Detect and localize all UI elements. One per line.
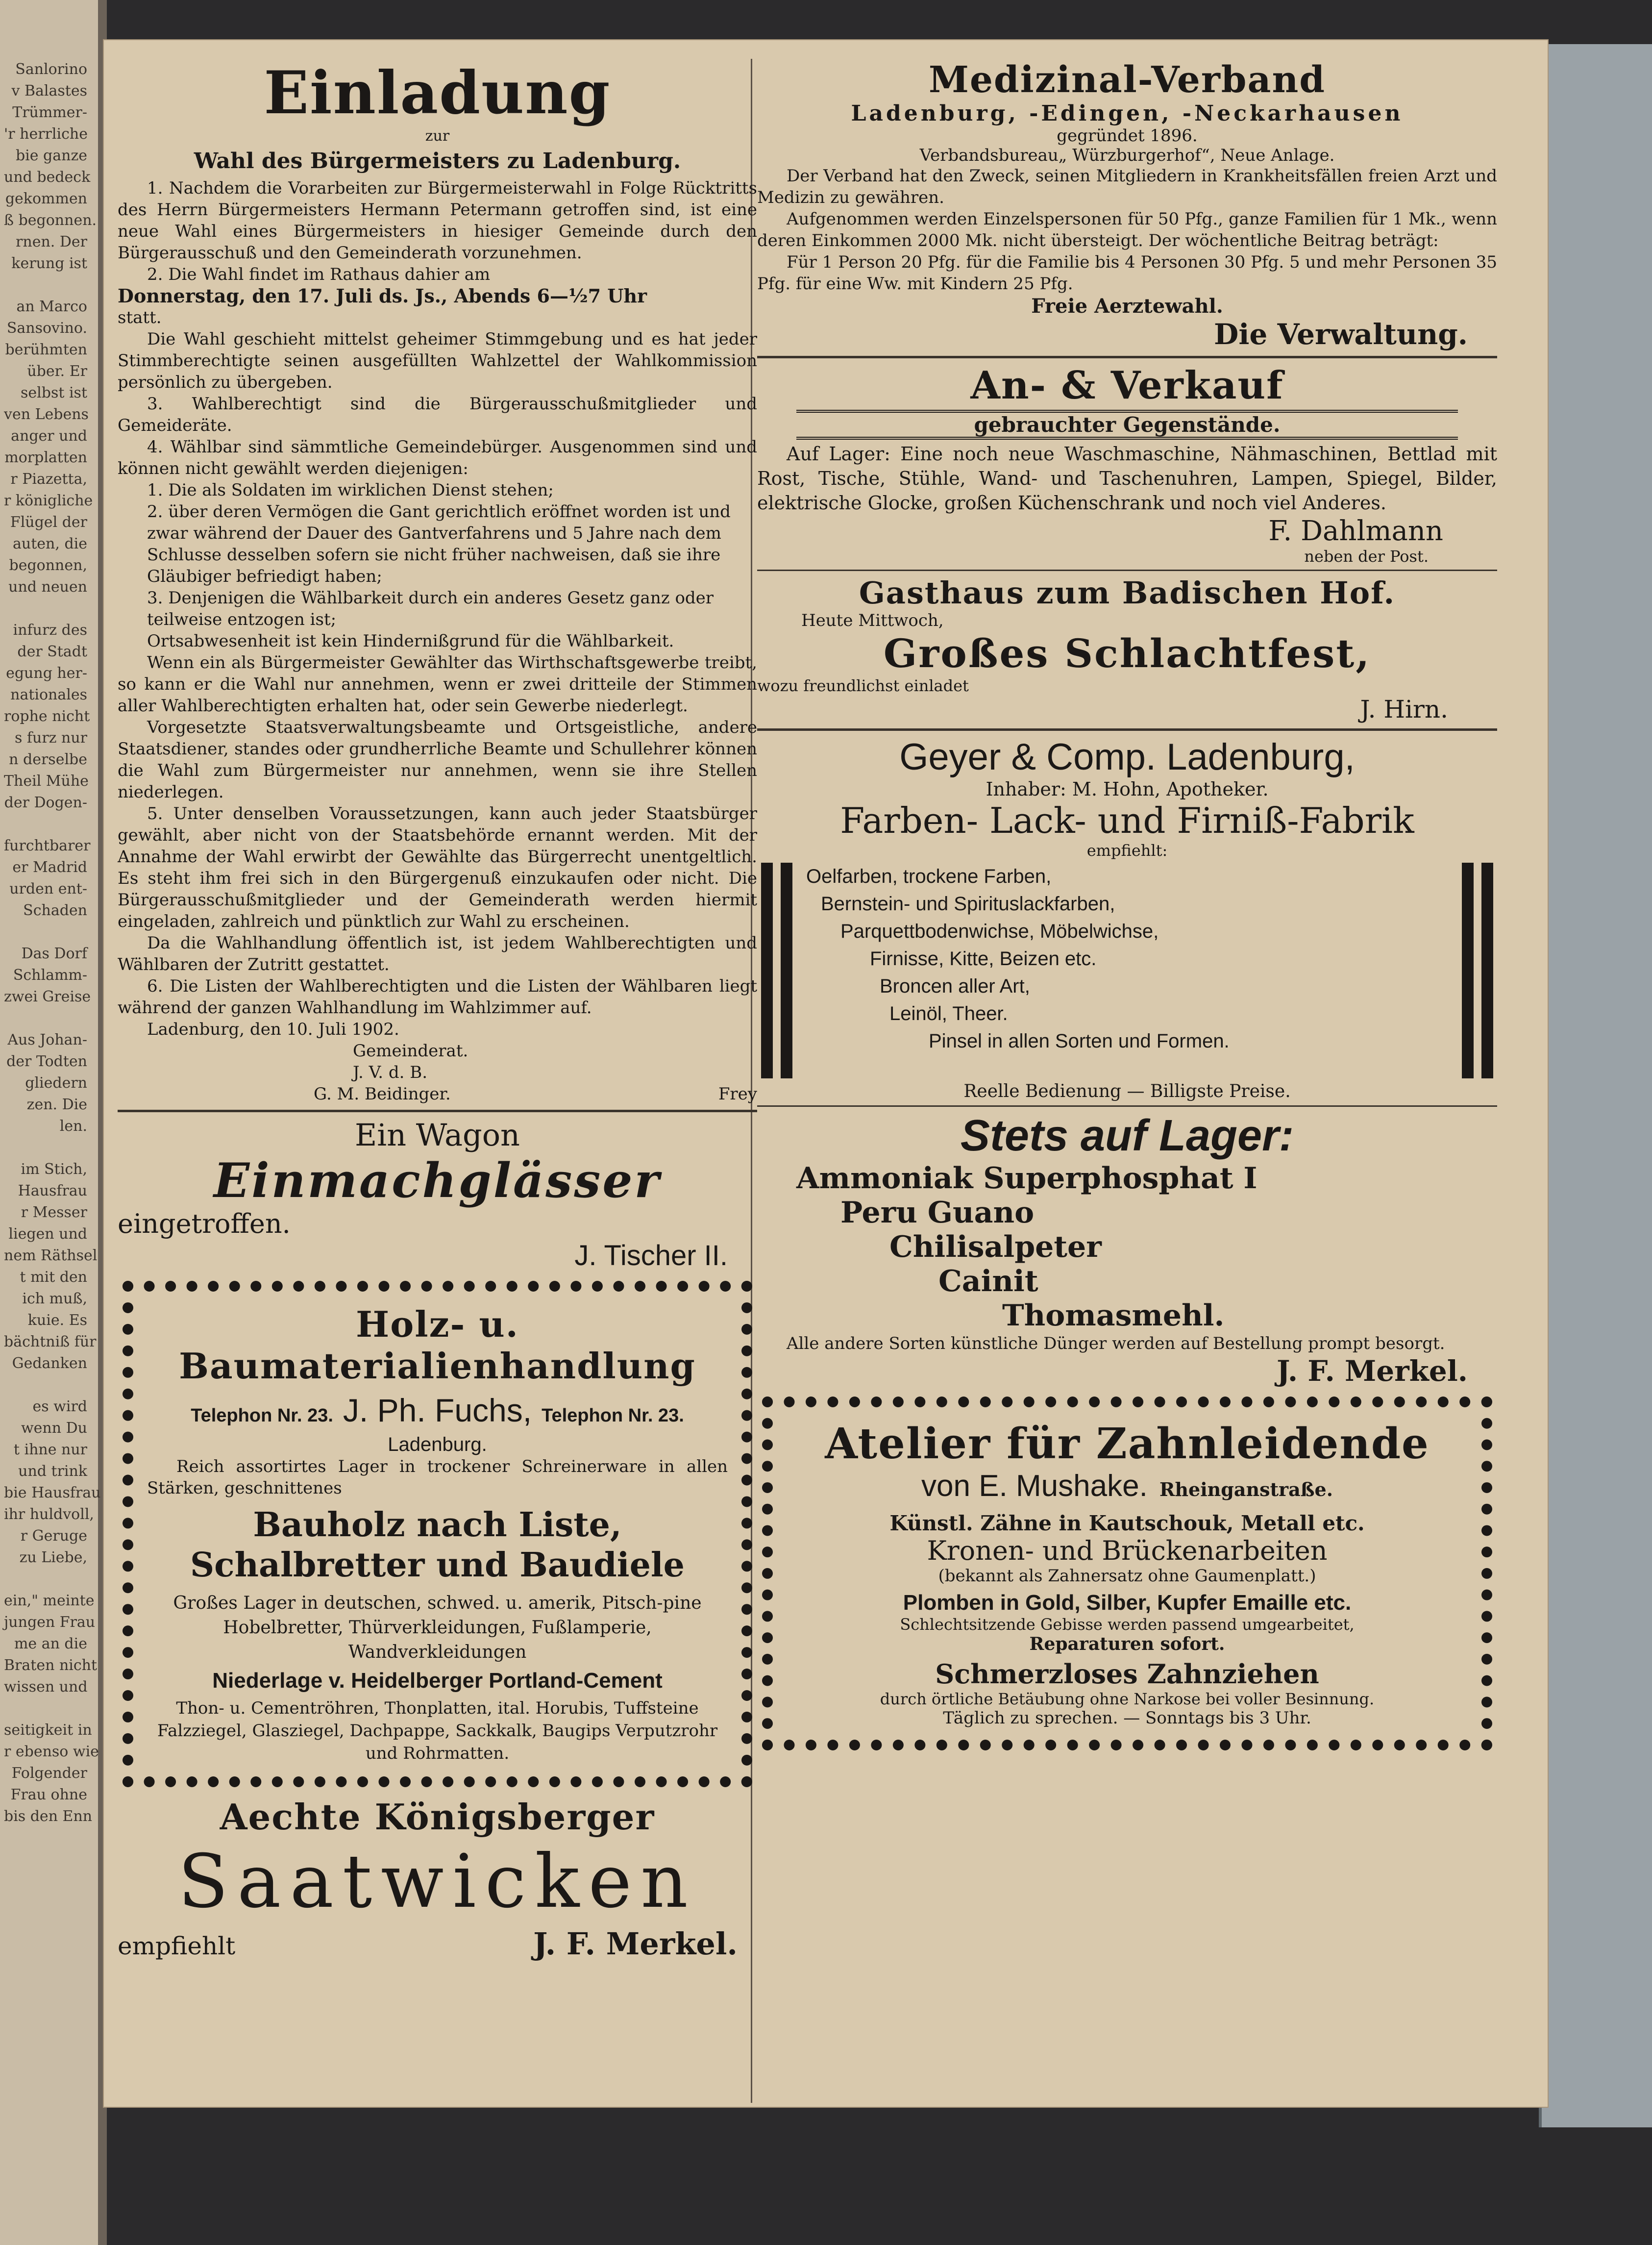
einladung-signature-2: J. V. d. B. <box>353 1063 428 1082</box>
ankauf-ad <box>757 363 1497 566</box>
geyer-ad <box>757 736 1497 1101</box>
einladung-paragraph-8: Vorgesetzte Staatsverwaltungsbeamte und Ortsgeistliche, andere Staatsdiener, standes oder grundherrliche Beamte und Schullehrer können die Wahl zum Bürgermeister nur annehmen, wenn sie ihre Stellen niederlegen. <box>118 718 757 802</box>
saat-line-1: Aechte Königsberger <box>220 1796 655 1838</box>
geyer-sub: Farben- Lack- und Firniß-Fabrik <box>840 800 1414 841</box>
geyer-bar-right-2 <box>1481 863 1493 1078</box>
medizinal-signature: Die Verwaltung. <box>1214 318 1468 351</box>
saatwicken-ad <box>118 1796 757 1962</box>
geyer-bar-left-1 <box>761 863 773 1078</box>
geyer-item: Firnisse, Kitte, Beizen etc. <box>870 948 1097 970</box>
einladung-signature-4: Frey <box>718 1084 757 1104</box>
ankauf-subtitle: gebrauchter Gegenstände. <box>796 410 1458 440</box>
einladung-list-item: 1. Die als Soldaten im wirklichen Dienst stehen; <box>147 480 554 500</box>
gasthaus-signature: J. Hirn. <box>1360 695 1448 723</box>
gasthaus-big: Großes Schlachtfest, <box>883 630 1371 676</box>
einladung-zur: zur <box>425 127 450 145</box>
ankauf-text: Auf Lager: Eine noch neue Waschmaschine, Nähmaschinen, Bettlad mit Rost, Tische, Stühle, Wand- und Taschenuhren, Lampen, Spiegel, Bilder, elektrische Glocke, großen Küchenschrank und noch viel Anderes. <box>757 443 1497 514</box>
geyer-item: Oelfarben, trockene Farben, <box>806 866 1052 887</box>
geyer-item-list <box>796 863 1458 1078</box>
adjacent-page-text: Sanlorino v Balastes Trümmer- 'r herrliche bie ganze und bedeck gekommen ß begonnen. rnen. Der kerung ist an Marco Sansovino. berühmten über. Er selbst ist ven Lebens anger und morplatten r Piazetta, r königliche Flügel der auten, die begonnen, und neuen infurz des der Stadt egung her- nationales rophe nicht s furz nur n derselbe Theil Mühe der Dogen- furchtbarer er Madrid urden ent- Schaden Das Dorf Schlamm- zwei Greise Aus Johan- der Todten gliedern zen. Die len. im Stich, Hausfrau r Messer liegen und nem Räthsel t mit den ich muß, kuie. Es bächtniß für Gedanken es wird wenn Du t ihne nur und trink bie Hausfrau ihr huldvoll, r Geruge zu Liebe, ein," meinte jungen Frau me an die Braten nicht wissen und seitigkeit in r ebenso wie Folgender Frau ohne bis den Enn <box>4 61 101 1825</box>
gasthaus-heute: Heute Mittwoch, <box>801 611 944 630</box>
right-column <box>757 59 1497 1759</box>
atelier-street: Rheinganstraße. <box>1159 1478 1333 1500</box>
einladung-statt: statt. <box>118 308 162 327</box>
atelier-von: von E. Mushake. <box>921 1469 1148 1503</box>
holz-telephon-left: Telephon Nr. 23. <box>191 1405 333 1426</box>
einladung-paragraph-7: Wenn ein als Bürgermeister Gewählter das Wirthschaftsgewerbe treibt, so kann er die Wahl nur annehmen, wenn er zwei dritteile der Stimmen aller Wahlberechtigten erhalten hat, oder sein Gewerbe niederlegt. <box>118 653 757 716</box>
section-rule <box>757 356 1497 358</box>
ankauf-signature: F. Dahlmann <box>1268 515 1443 547</box>
medizinal-freie: Freie Aerztewahl. <box>1031 295 1223 318</box>
atelier-line-7: Schmerzloses Zahnziehen <box>935 1658 1319 1690</box>
holz-name: J. Ph. Fuchs, <box>343 1392 532 1428</box>
stets-item-4: Cainit <box>938 1264 1038 1298</box>
holz-text-1: Reich assortirtes Lager in trockener Schreinerware in allen Stärken, geschnittenes <box>147 1457 728 1498</box>
stets-text: Alle andere Sorten künstliche Dünger werden auf Bestellung prompt besorgt. <box>787 1334 1445 1353</box>
einladung-paragraph-2: 2. Die Wahl findet im Rathaus dahier am <box>147 265 491 284</box>
section-rule <box>757 1105 1497 1107</box>
medizinal-paragraph-1: Der Verband hat den Zweck, seinen Mitgliedern in Krankheitsfällen freien Arzt und Medizin zu gewähren. <box>757 166 1497 207</box>
einladung-title: Einladung <box>264 58 611 127</box>
atelier-line-5: Schlechtsitzende Gebisse werden passend umgearbeitet, <box>900 1615 1355 1634</box>
einladung-notice <box>118 59 757 1105</box>
adjacent-page-spine <box>0 0 107 2245</box>
geyer-item: Pinsel in allen Sorten und Formen. <box>929 1030 1230 1052</box>
holz-telephon-right: Telephon Nr. 23. <box>542 1405 684 1426</box>
section-rule <box>757 728 1497 731</box>
holz-title: Holz- u. Baumaterialienhandlung <box>179 1303 696 1387</box>
newspaper-page <box>103 39 1549 2108</box>
wagon-ad <box>118 1117 757 1272</box>
einladung-paragraph-10: Da die Wahlhandlung öffentlich ist, ist jedem Wahlberechtigten und Wählbaren der Zutritt gestattet. <box>118 933 757 974</box>
stets-title: Stets auf Lager: <box>960 1111 1294 1160</box>
einladung-signature-3: G. M. Beidinger. <box>314 1084 451 1104</box>
wagon-line-3: eingetroffen. <box>118 1208 291 1239</box>
medizinal-title: Medizinal-Verband <box>928 59 1326 101</box>
geyer-item: Leinöl, Theer. <box>889 1003 1008 1024</box>
atelier-line-6: Reparaturen sofort. <box>1029 1634 1225 1654</box>
stets-item-2: Peru Guano <box>840 1196 1035 1230</box>
geyer-bar-left-2 <box>781 863 792 1078</box>
gasthaus-ad <box>757 575 1497 723</box>
einladung-signature-1: Gemeinderat. <box>353 1041 468 1061</box>
geyer-item: Parquettbodenwichse, Möbelwichse, <box>840 921 1159 942</box>
wagon-signature: J. Tischer II. <box>574 1240 728 1272</box>
atelier-line-1: Künstl. Zähne in Kautschouk, Metall etc. <box>889 1511 1365 1535</box>
saat-empfiehlt: empfiehlt <box>118 1932 236 1960</box>
geyer-title: Geyer & Comp. Ladenburg, <box>899 736 1355 778</box>
saat-signature: J. F. Merkel. <box>533 1926 738 1962</box>
wagon-line-2: Einmachglässer <box>213 1153 661 1208</box>
atelier-line-4: Plomben in Gold, Silber, Kupfer Emaille etc. <box>903 1591 1352 1615</box>
einladung-date: Donnerstag, den 17. Juli ds. Js., Abends 6—½7 Uhr <box>118 285 647 307</box>
atelier-line-9: Täglich zu sprechen. — Sonntags bis 3 Uhr. <box>943 1708 1311 1728</box>
einladung-paragraph-6: Ortsabwesenheit ist kein Hindernißgrund für die Wählbarkeit. <box>147 631 674 651</box>
book-board-edge <box>1539 44 1652 2127</box>
holz-town: Ladenburg. <box>388 1434 487 1455</box>
stets-signature: J. F. Merkel. <box>1276 1354 1468 1388</box>
holz-big: Bauholz nach Liste, Schalbretter und Baudiele <box>190 1505 685 1585</box>
section-rule <box>757 570 1497 571</box>
medizinal-places: Ladenburg, -Edingen, -Neckarhausen <box>851 101 1404 126</box>
saat-line-2: Saatwicken <box>178 1839 697 1924</box>
einladung-paragraph-4: 3. Wahlberechtigt sind die Bürgerausschußmitglieder und Gemeideräte. <box>118 394 757 435</box>
einladung-place-date: Ladenburg, den 10. Juli 1902. <box>147 1020 399 1039</box>
medizinal-bureau: Verbandsbureau„ Würzburgerhof“, Neue Anlage. <box>919 146 1335 165</box>
holz-text-3: Thon- u. Cementröhren, Thonplatten, ital. Horubis, Tuffsteine Falzziegel, Glasziegel, Dachpappe, Sackkalk, Baugips Verputzrohr und Rohrmatten. <box>157 1698 718 1763</box>
stets-item-1: Ammoniak Superphosphat I <box>796 1161 1257 1196</box>
medizinal-paragraph-3: Für 1 Person 20 Pfg. für die Familie bis 4 Personen 30 Pfg. 5 und mehr Personen 35 Pfg. für eine Ww. mit Kindern 25 Pfg. <box>757 252 1497 294</box>
stets-item-5: Thomasmehl. <box>1002 1298 1225 1333</box>
einladung-subtitle: Wahl des Bürgermeisters zu Ladenburg. <box>194 149 681 174</box>
einladung-paragraph-1: 1. Nachdem die Vorarbeiten zur Bürgermeisterwahl in Folge Rücktritts des Herrn Bürgermeisters Hermann Petermann getroffen sind, ist eine neue Wahl eines Bürgermeisters in hiesiger Gemeinde durch den Bürgerausschuß und den Gemeinderath vorzunehmen. <box>118 178 757 263</box>
holz-ad <box>123 1281 752 1787</box>
stets-item-3: Chilisalpeter <box>889 1230 1102 1264</box>
einladung-list-item: 2. über deren Vermögen die Gant gerichtlich eröffnet worden ist und zwar während der Dauer des Gantverfahrens und 5 Jahre nach dem Schlusse desselben sofern sie nicht früher nachweisen, daß sie ihre Gläubiger befriedigt haben; <box>147 502 731 586</box>
geyer-bar-right-1 <box>1462 863 1474 1078</box>
einladung-list-item: 3. Denjenigen die Wählbarkeit durch ein anderes Gesetz ganz oder teilweise entzogen ist; <box>147 588 714 629</box>
einladung-paragraph-5: 4. Wählbar sind sämmtliche Gemeindebürger. Ausgenommen sind und können nicht gewählt werden diejenigen: <box>118 437 757 478</box>
atelier-line-8: durch örtliche Betäubung ohne Narkose bei voller Besinnung. <box>880 1690 1375 1708</box>
medizinal-paragraph-2: Aufgenommen werden Einzelspersonen für 50 Pfg., ganze Familien für 1 Mk., wenn deren Einkommen 2000 Mk. nicht übersteigt. Der wöchentliche Beitrag beträgt: <box>757 209 1497 250</box>
atelier-line-2: Kronen- und Brückenarbeiten <box>927 1535 1328 1566</box>
atelier-title: Atelier für Zahnleidende <box>825 1419 1430 1469</box>
medizinal-founded: gegründet 1896. <box>1057 126 1198 146</box>
ankauf-title: An- & Verkauf <box>970 363 1284 408</box>
left-column <box>118 59 757 1962</box>
atelier-ad <box>762 1397 1492 1750</box>
gasthaus-invite: wozu freundlichst einladet <box>757 676 969 695</box>
atelier-line-3: (bekannt als Zahnersatz ohne Gaumenplatt.) <box>938 1566 1316 1586</box>
geyer-footer: Reelle Bedienung — Billigste Preise. <box>963 1081 1291 1101</box>
gasthaus-title: Gasthaus zum Badischen Hof. <box>859 575 1396 611</box>
ankauf-signature-2: neben der Post. <box>1304 547 1429 566</box>
section-rule <box>118 1110 757 1112</box>
medizinal-ad <box>757 59 1497 351</box>
wagon-line-1: Ein Wagon <box>355 1117 520 1153</box>
holz-niederlage: Niederlage v. Heidelberger Portland-Cement <box>212 1669 663 1693</box>
stets-ad <box>757 1111 1497 1388</box>
einladung-paragraph-3: Die Wahl geschieht mittelst geheimer Stimmgebung und es hat jeder Stimmberechtigte seinen ausgefüllten Wahlzettel der Wahlkommission persönlich zu übergeben. <box>118 329 757 392</box>
einladung-paragraph-9: 5. Unter denselben Voraussetzungen, kann auch jeder Staatsbürger gewählt, aber nicht von der Staatsbehörde ernannt werden. Mit der Annahme der Wahl erwirbt der Gewählte das Bürgerrecht unentgeltlich. Es steht ihm frei sich in den Bürgergenuß einzukaufen oder nicht. Die Bürgerausschußmitglieder und der Gemeinderath werden hiermit eingeladen, zahlreich und pünktlich zur Wahl zu erscheinen. <box>118 804 757 931</box>
holz-text-2: Großes Lager in deutschen, schwed. u. amerik, Pitsch-pine Hobelbretter, Thürverkleidungen, Fußlamperie, Wandverkleidungen <box>173 1593 702 1662</box>
geyer-item: Broncen aller Art, <box>880 975 1030 997</box>
geyer-item: Bernstein- und Spirituslackfarben, <box>821 893 1115 915</box>
einladung-paragraph-11: 6. Die Listen der Wahlberechtigten und die Listen der Wählbaren liegt während der ganzen Wahlhandlung im Wahlzimmer auf. <box>118 976 757 1018</box>
geyer-empfiehlt: empfiehlt: <box>1086 841 1168 860</box>
geyer-owner: Inhaber: M. Hohn, Apotheker. <box>986 778 1269 800</box>
